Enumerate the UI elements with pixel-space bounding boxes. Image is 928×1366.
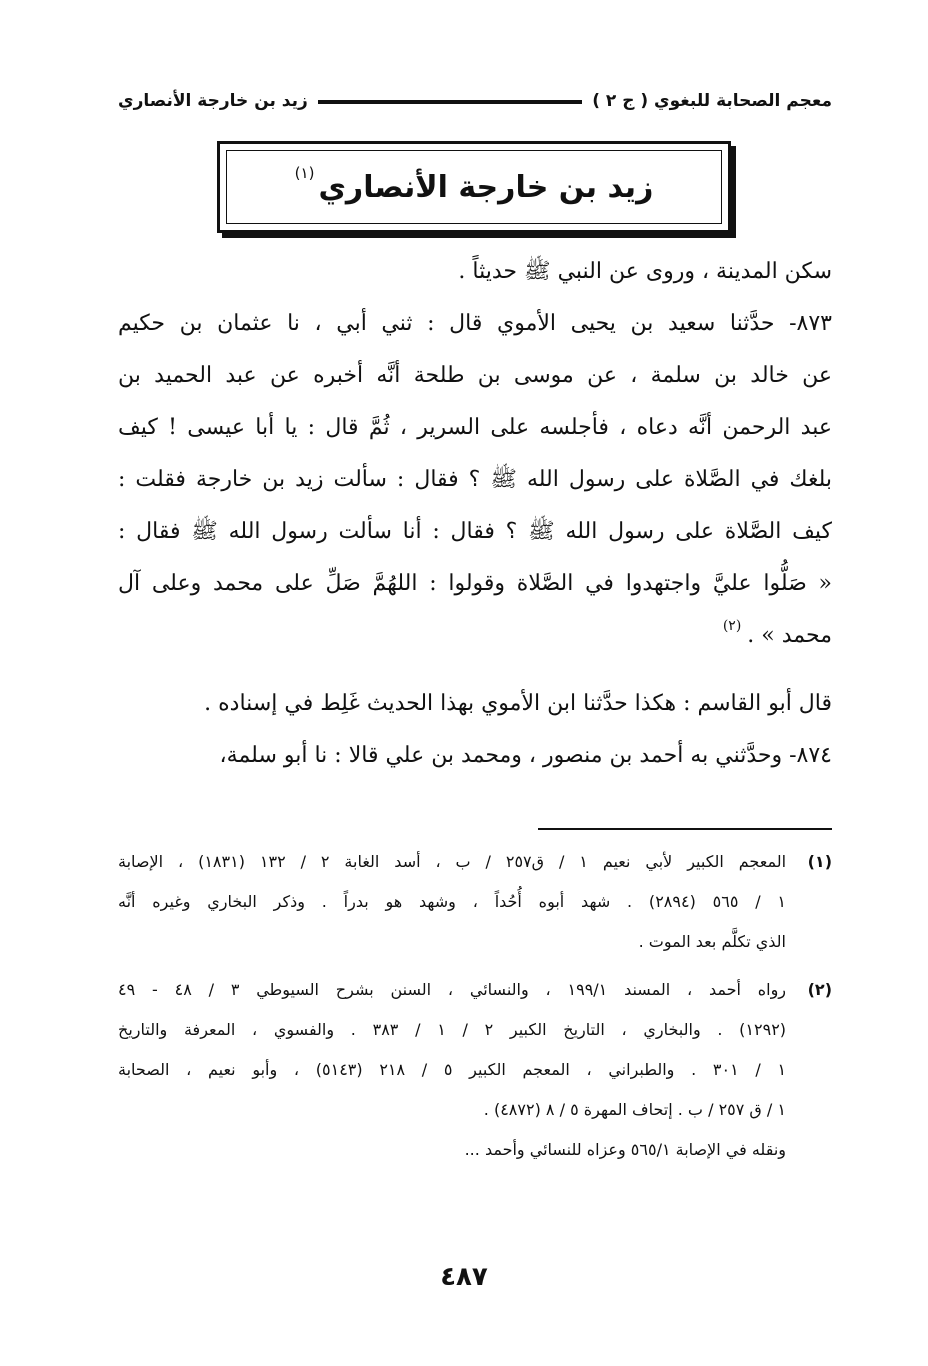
footnote-1 — [118, 842, 832, 962]
running-header — [118, 86, 832, 116]
footnote-line: ونقله في الإصابة ٥٦٥/١ وعزاه للنسائي وأحمد ... — [464, 1140, 786, 1159]
header-book-title: معجم الصحابة للبغوي ( ج ٢ ) — [592, 91, 832, 111]
footnote-separator — [538, 828, 832, 830]
hadith-873-line-4: بلغك في الصَّلاة على رسول الله ﷺ ؟ فقال : سألت زيد بن خارجة فقلت : — [118, 467, 832, 492]
footnote-line: الذي تكلَّم بعد الموت . — [638, 932, 786, 951]
hadith-873-line-7-text: محمد » . — [747, 623, 832, 648]
footnote-number: (١) — [807, 852, 832, 871]
entry-title-box — [217, 141, 731, 233]
hadith-873-line-1: ٨٧٣- حدَّثنا سعيد بن يحيى الأموي قال : ثني أبي ، نا عثمان بن حكيم — [118, 311, 832, 336]
entry-title: زيد بن خارجة الأنصاري — [318, 169, 654, 205]
footnote-line: ١ / ٥٦٥ (٢٨٩٤) . شهد أبوه أُحُداً ، وشهد هو بدراً . وذكر البخاري وغيره أنَّه — [118, 892, 787, 911]
author-comment — [118, 678, 832, 730]
entry-intro — [118, 246, 832, 298]
footnote-line: ١ / ٣٠١ . والطبراني ، المعجم الكبير ٥ / ٢١٨ (٥١٤٣) ، وأبو نعيم ، الصحابة — [118, 1060, 787, 1079]
entry-title-frame — [226, 150, 722, 224]
footnote-line: المعجم الكبير لأبي نعيم ١ / ق٢٥٧ / ب ، أسد الغابة ٢ / ١٣٢ (١٨٣١) ، الإصابة — [118, 852, 787, 871]
hadith-873-line-7 — [118, 610, 832, 664]
footnote-2 — [118, 970, 832, 1170]
hadith-874-line-1: ٨٧٤- وحدَّثني به أحمد بن منصور ، ومحمد بن علي قالا : نا أبو سلمة، — [219, 743, 832, 768]
header-rule — [318, 100, 582, 104]
footnote-number: (٢) — [807, 980, 832, 999]
hadith-873-line-6: « صَلُّوا عليَّ واجتهدوا في الصَّلاة وقولوا : اللهُمَّ صَلِّ على محمد وعلى آل — [118, 571, 832, 596]
hadith-874 — [118, 730, 832, 782]
comment-line: قال أبو القاسم : هكذا حدَّثنا ابن الأموي بهذا الحديث غَلِط في إسناده . — [204, 691, 832, 716]
footnote-line: ١ / ق ٢٥٧ / ب . إتحاف المهرة ٥ / ٨ (٤٨٧٢) . — [483, 1100, 786, 1119]
hadith-873-line-2: عن خالد بن سلمة ، عن موسى بن طلحة أنَّه أخبره عن عبد الحميد بن — [118, 363, 832, 388]
title-footnote-marker: (١) — [294, 164, 315, 182]
hadith-873-line-5: كيف الصَّلاة على رسول الله ﷺ ؟ فقال : أنا سألت رسول الله ﷺ فقال : — [118, 519, 832, 544]
hadith-873 — [118, 298, 832, 664]
footnotes — [118, 842, 832, 1178]
page-number: ٤٨٧ — [440, 1262, 488, 1292]
hadith-873-line-3: عبد الرحمن أنَّه دعاه ، فأجلسه على السرير ، ثُمَّ قال : يا أبا عيسى ! كيف — [118, 415, 832, 440]
footnote-line: رواه أحمد ، المسند ١٩٩/١ ، والنسائي ، السنن بشرح السيوطي ٣ / ٤٨ - ٤٩ — [118, 980, 787, 999]
footnote-line: (١٢٩٢) . والبخاري ، التاريخ الكبير ٢ / ١ / ٣٨٣ . والفسوي ، المعرفة والتاريخ — [118, 1020, 787, 1039]
hadith-873-footnote-marker: (٢) — [722, 618, 742, 634]
header-chapter-title: زيد بن خارجة الأنصاري — [118, 91, 308, 111]
intro-line: سكن المدينة ، وروى عن النبي ﷺ حديثاً . — [458, 259, 832, 284]
